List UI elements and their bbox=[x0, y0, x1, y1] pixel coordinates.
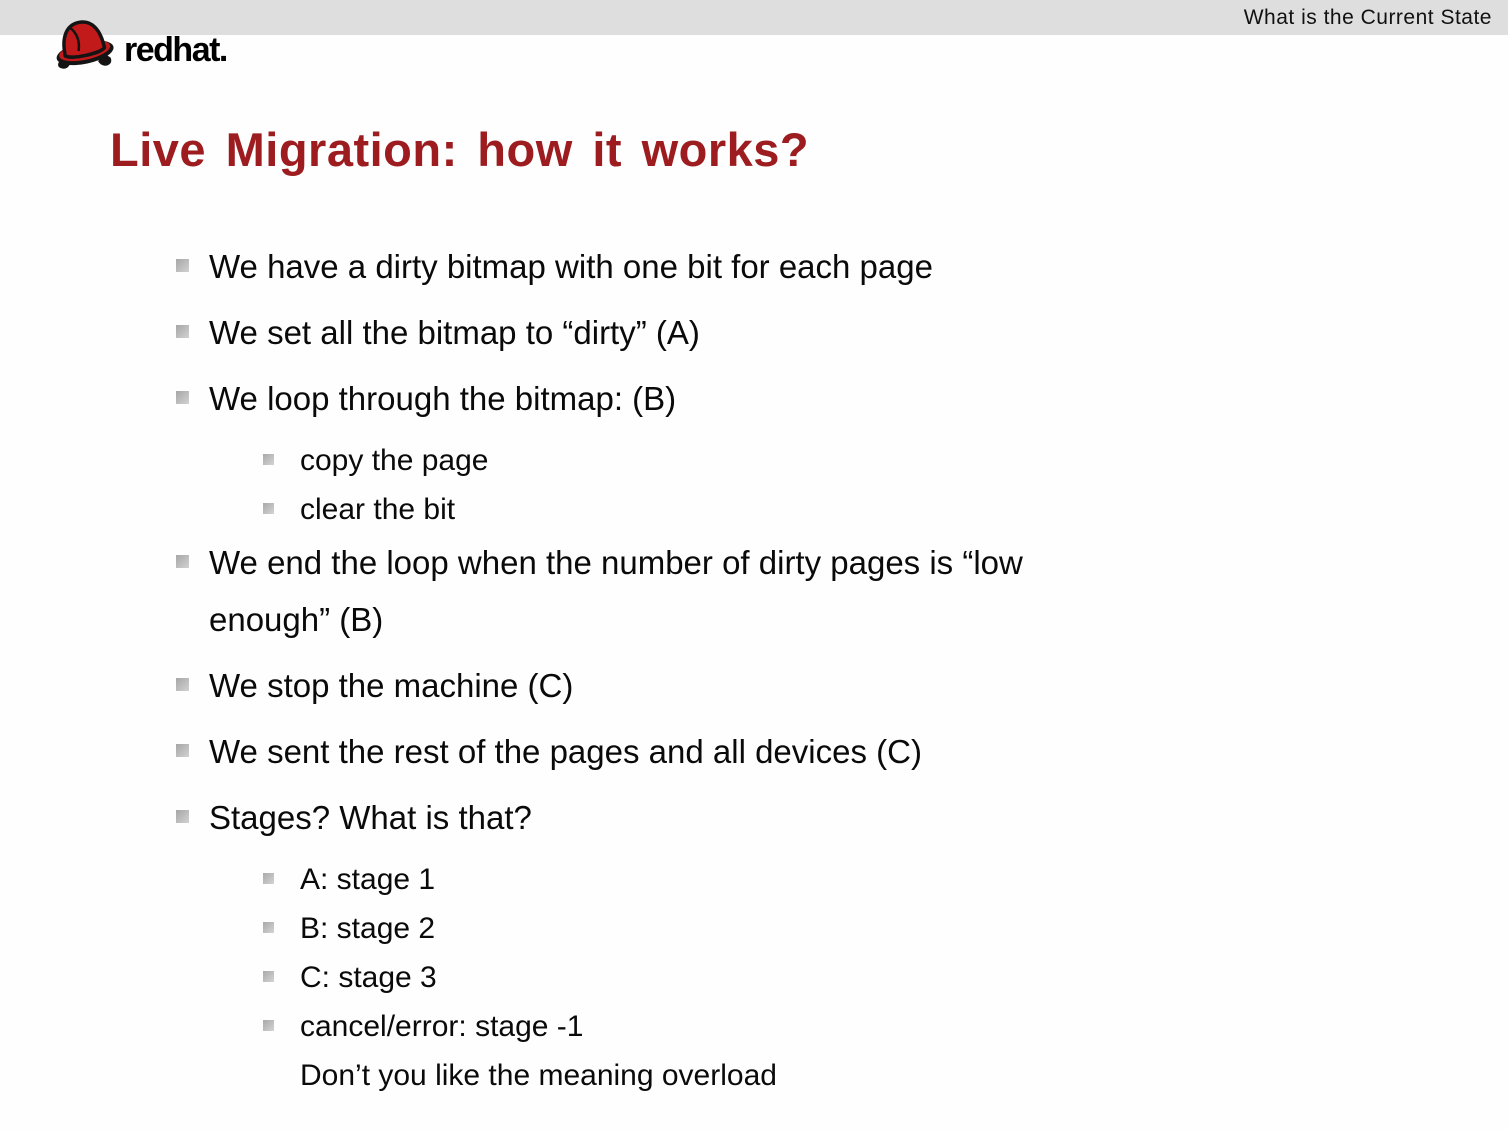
redhat-wordmark: redhat. bbox=[124, 31, 227, 69]
bullet-line: We loop through the bitmap: (B) bbox=[209, 380, 677, 417]
bullet-square-icon bbox=[176, 744, 189, 757]
bullet-line: Stages? What is that? bbox=[209, 799, 532, 836]
bullet-line: Don’t you like the meaning overload bbox=[300, 1059, 777, 1092]
bullet-text bbox=[209, 304, 700, 361]
bullet-text bbox=[209, 657, 573, 714]
bullet-item bbox=[176, 370, 1508, 427]
bullet-line: We have a dirty bitmap with one bit for each page bbox=[209, 248, 933, 285]
bullet-item bbox=[263, 485, 1508, 534]
bullet-square-icon bbox=[263, 1020, 274, 1031]
bullet-item bbox=[263, 436, 1508, 485]
bullet-text bbox=[209, 370, 676, 427]
bullet-text bbox=[300, 1002, 777, 1100]
bullet-text bbox=[209, 238, 933, 295]
bullet-square-icon bbox=[263, 503, 274, 514]
bullet-square-icon bbox=[263, 454, 274, 465]
bullet-item bbox=[263, 953, 1508, 1002]
bullet-text bbox=[209, 723, 922, 780]
bullet-square-icon bbox=[176, 678, 189, 691]
bullet-square-icon bbox=[176, 325, 189, 338]
bullet-item bbox=[263, 904, 1508, 953]
bullet-line: cancel/error: stage -1 bbox=[300, 1010, 584, 1043]
bullet-square-icon bbox=[263, 971, 274, 982]
bullet-line: A: stage 1 bbox=[300, 863, 436, 896]
bullet-line: enough” (B) bbox=[209, 601, 384, 638]
bullet-item bbox=[176, 657, 1508, 714]
bullet-item bbox=[176, 534, 1508, 648]
bullet-text bbox=[300, 436, 488, 485]
bullet-square-icon bbox=[176, 810, 189, 823]
bullet-text bbox=[300, 485, 455, 534]
redhat-fedora-icon bbox=[50, 12, 116, 74]
bullet-line: C: stage 3 bbox=[300, 961, 437, 994]
bullet-item bbox=[263, 855, 1508, 904]
bullet-item bbox=[176, 723, 1508, 780]
bullet-text bbox=[300, 904, 435, 953]
bullet-line: We sent the rest of the pages and all devices (C) bbox=[209, 733, 922, 770]
bullet-line: We set all the bitmap to “dirty” (A) bbox=[209, 314, 700, 351]
bullet-line: We end the loop when the number of dirty pages is “low bbox=[209, 544, 1023, 581]
bullet-square-icon bbox=[263, 922, 274, 933]
bullet-item bbox=[263, 1002, 1508, 1100]
bullet-line: copy the page bbox=[300, 444, 489, 477]
slide-title: Live Migration: how it works? bbox=[110, 123, 810, 176]
bullet-text bbox=[209, 534, 1023, 648]
bullet-square-icon bbox=[176, 555, 189, 568]
redhat-logo bbox=[50, 12, 227, 74]
bullet-text bbox=[300, 855, 435, 904]
bullet-list bbox=[0, 238, 1508, 1100]
bullet-line: B: stage 2 bbox=[300, 912, 436, 945]
bullet-square-icon bbox=[263, 873, 274, 884]
bullet-line: clear the bit bbox=[300, 493, 456, 526]
bullet-line: We stop the machine (C) bbox=[209, 667, 574, 704]
bullet-item bbox=[176, 238, 1508, 295]
bullet-item bbox=[176, 304, 1508, 361]
bullet-item bbox=[176, 789, 1508, 846]
section-title: What is the Current State bbox=[1243, 6, 1492, 29]
bullet-text bbox=[209, 789, 532, 846]
bullet-text bbox=[300, 953, 437, 1002]
bullet-square-icon bbox=[176, 259, 189, 272]
bullet-square-icon bbox=[176, 391, 189, 404]
